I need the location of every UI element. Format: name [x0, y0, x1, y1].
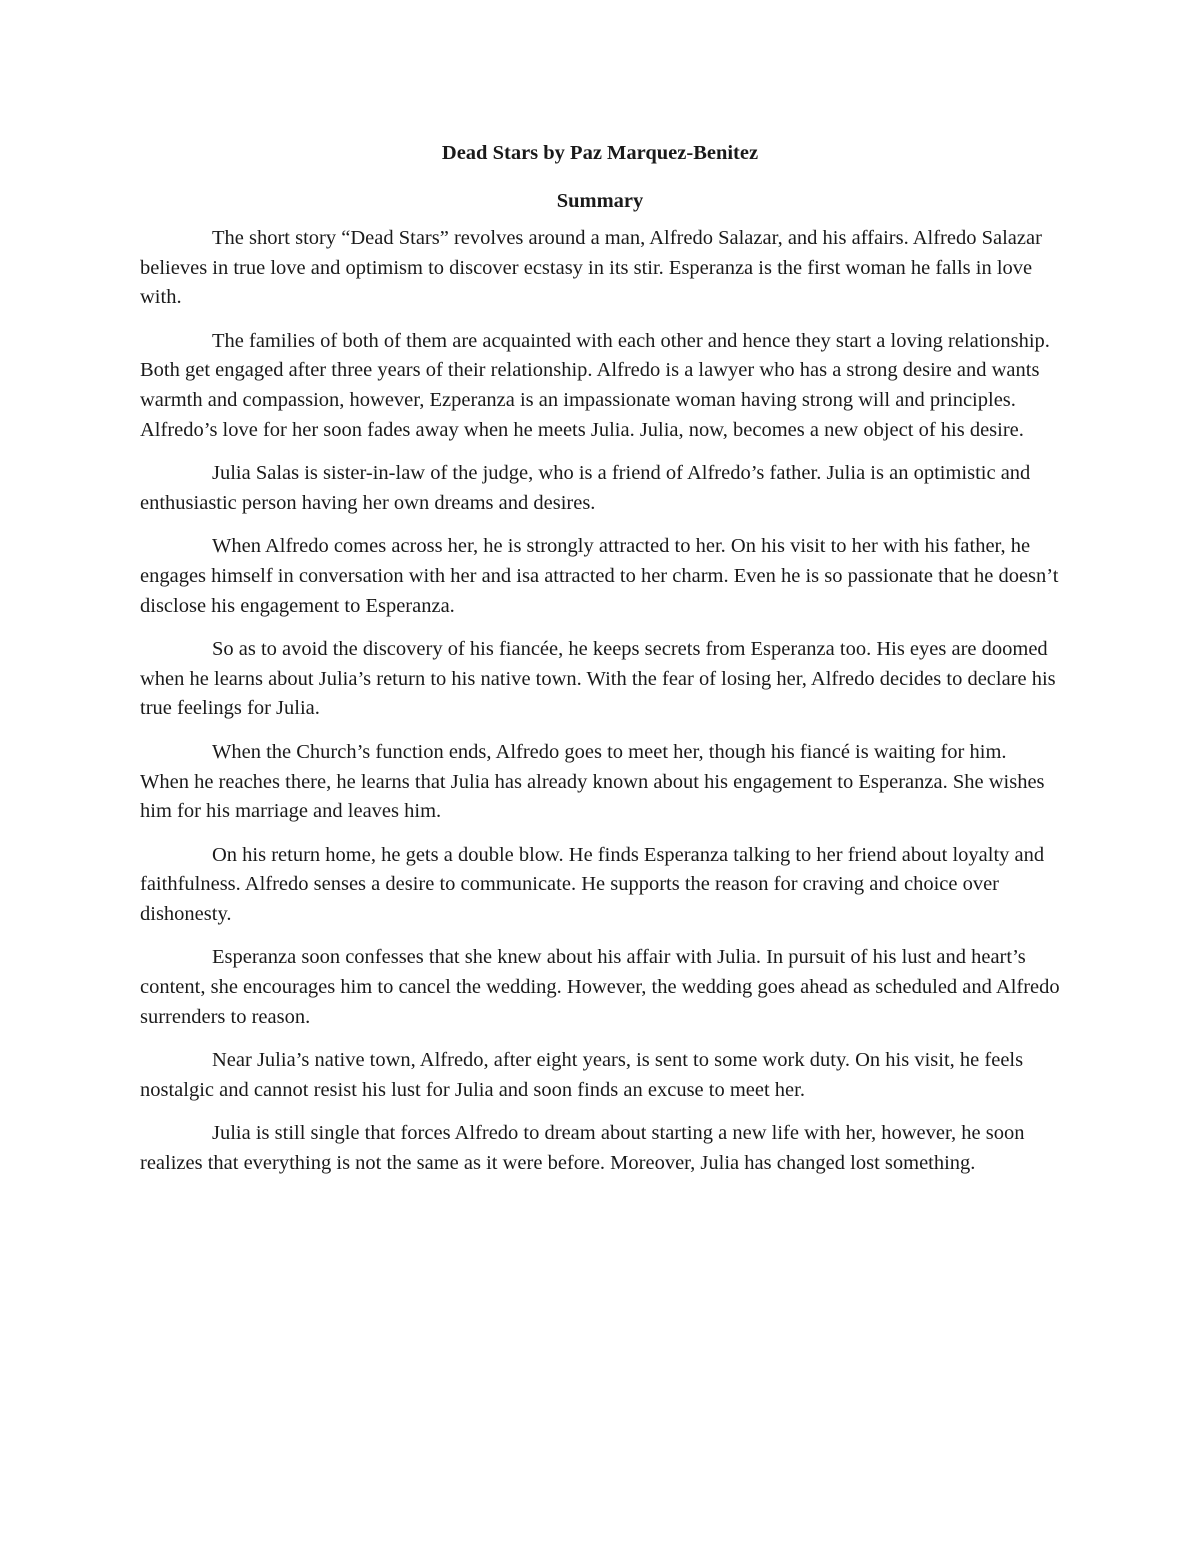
- paragraph-10: Julia is still single that forces Alfredo to dream about starting a new life with her, however, he soon realizes that everything is not the same as it were before. Moreover, Julia has changed lost something.: [140, 1122, 1025, 1175]
- document-page: [140, 138, 1060, 1193]
- paragraph-7: On his return home, he gets a double blow. He finds Esperanza talking to her friend about loyalty and faithfulness. Alfredo senses a desire to communicate. He supports the reason for craving and choice over dishonesty.: [140, 843, 1045, 925]
- paragraph-5: So as to avoid the discovery of his fiancée, he keeps secrets from Esperanza too. His eyes are doomed when he learns about Julia’s return to his native town. With the fear of losing her, Alfredo decides to declare his true feelings for Julia.: [140, 638, 1056, 720]
- paragraph-4: When Alfredo comes across her, he is strongly attracted to her. On his visit to her with his father, he engages himself in conversation with her and isa attracted to her charm. Even he is so passionate that he doesn’t disclose his engagement to Esperanza.: [140, 535, 1059, 617]
- document-subtitle: Summary: [556, 190, 644, 212]
- paragraph-3: Julia Salas is sister-in-law of the judge, who is a friend of Alfredo’s father. Julia is an optimistic and enthusiastic person having her own dreams and desires.: [140, 462, 1031, 514]
- paragraph-1: The short story “Dead Stars” revolves around a man, Alfredo Salazar, and his affairs. Alfredo Salazar believes in true love and optimism to discover ecstasy in its stir. Esperanza is the first woman he falls in love with.: [140, 227, 1042, 309]
- paragraph-9: Near Julia’s native town, Alfredo, after eight years, is sent to some work duty. On his visit, he feels nostalgic and cannot resist his lust for Julia and soon finds an excuse to meet her.: [140, 1049, 1024, 1101]
- paragraph-2: The families of both of them are acquainted with each other and hence they start a loving relationship. Both get engaged after three years of their relationship. Alfredo is a lawyer who has a strong desire and wants warmth and compassion, however, Ezperanza is an impassionate woman having strong will and principles. Alfredo’s love for her soon fades away when he meets Julia. Julia, now, becomes a new object of his desire.: [140, 329, 1050, 441]
- paragraph-6: When the Church’s function ends, Alfredo goes to meet her, though his fiancé is waiting for him. When he reaches there, he learns that Julia has already known about his engagement to Esperanza. She wishes him for his marriage and leaves him.: [140, 740, 1045, 823]
- document-title: Dead Stars by Paz Marquez-Benitez: [441, 142, 759, 164]
- paragraph-8: Esperanza soon confesses that she knew about his affair with Julia. In pursuit of his lust and heart’s content, she encourages him to cancel the wedding. However, the wedding goes ahead as scheduled and Alfredo surrenders to reason.: [140, 946, 1060, 1028]
